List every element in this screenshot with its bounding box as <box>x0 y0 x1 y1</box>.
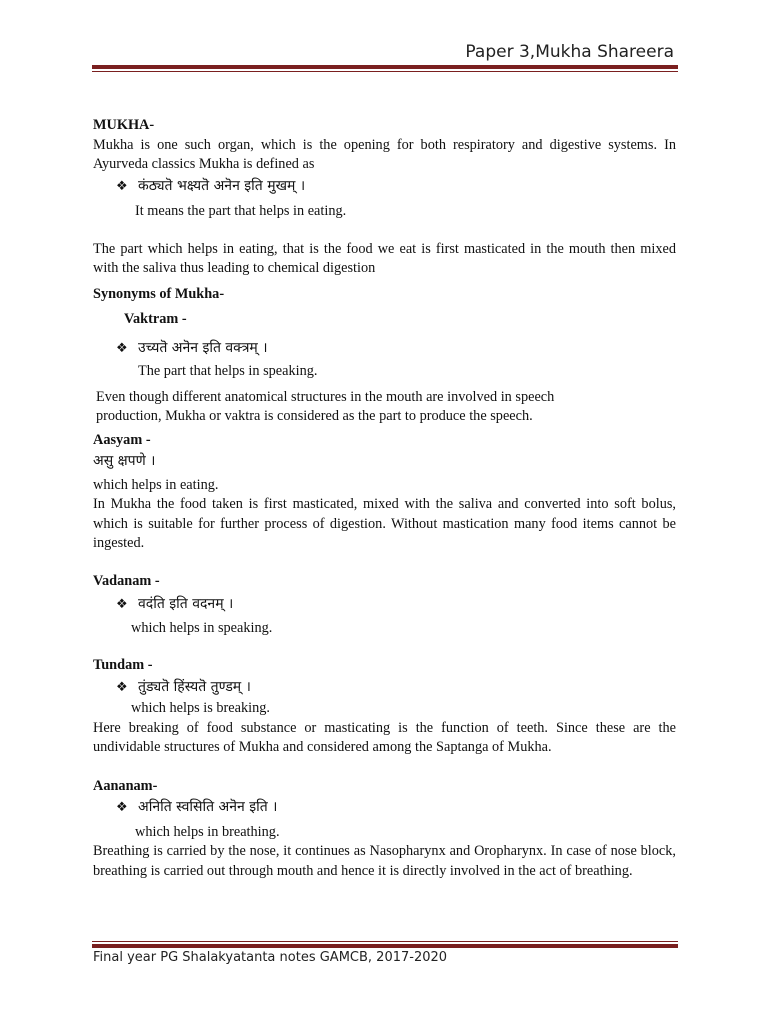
aasyam-paragraph: In Mukha the food taken is first masticated, mixed with the saliva and converted into soft bolus, which is suitable for further process of digestion. Without mastication many food items cannot be ingested. <box>93 496 676 551</box>
synonyms-heading: Synonyms of Mukha- <box>93 285 225 302</box>
vadanam-meaning: which helps in speaking. <box>131 619 273 636</box>
document-body <box>93 116 676 881</box>
aasyam-sanskrit: असु क्षपणे । <box>93 453 156 469</box>
mukha-sanskrit-bullet <box>93 177 676 197</box>
vaktram-paragraph: Even though different anatomical structures in the mouth are involved in speech production, Mukha or vaktra is considered as the part to produce the speech. <box>96 388 555 424</box>
tundam-meaning: which helps is breaking. <box>131 700 270 716</box>
aananam-sanskrit: अनिति स्वसिति अनॆन इति । <box>138 799 278 815</box>
vaktram-sanskrit-bullet <box>93 339 676 359</box>
vadanam-sanskrit-bullet <box>93 595 676 615</box>
mukha-paragraph: The part which helps in eating, that is the food we eat is first masticated in the mouth then mixed with the saliva thus leading to chemical digestion <box>93 240 676 276</box>
vadanam-sanskrit: वदंति इति वदनम् । <box>138 596 234 612</box>
aananam-sanskrit-bullet <box>93 798 676 818</box>
tundam-sanskrit: तुंड्यतॆ हिंस्यतॆ तुण्डम् । <box>138 678 251 695</box>
bullet-icon: ❖ <box>116 800 128 815</box>
footer-rule <box>92 941 678 948</box>
mukha-heading: MUKHA- <box>93 117 155 133</box>
mukha-intro: Mukha is one such organ, which is the opening for both respiratory and digestive systems. In Ayurveda classics Mukha is defined as <box>93 136 676 172</box>
bullet-icon: ❖ <box>116 597 128 612</box>
page-footer: Final year PG Shalakyatanta notes GAMCB, 2017-2020 <box>93 950 448 965</box>
page-header-title: Paper 3,Mukha Shareera <box>465 42 674 62</box>
mukha-sanskrit: कंठ्यतॆ भक्ष्यतॆ अनॆन इति मुखम् । <box>138 177 306 194</box>
vadanam-heading: Vadanam - <box>93 572 160 589</box>
vaktram-heading: Vaktram - <box>124 311 187 327</box>
mukha-meaning: It means the part that helps in eating. <box>135 203 347 219</box>
bullet-icon: ❖ <box>116 679 128 695</box>
aasyam-meaning: which helps in eating. <box>93 476 219 493</box>
tundam-paragraph: Here breaking of food substance or masticating is the function of teeth. Since these are the undividable structures of Mukha and considered among the Saptanga of Mukha. <box>93 719 676 755</box>
aasyam-heading: Aasyam - <box>93 431 151 448</box>
header-rule <box>92 65 678 72</box>
aananam-paragraph: Breathing is carried by the nose, it continues as Nasopharynx and Oropharynx. In case of nose block, breathing is carried out through mouth and hence it is directly involved in the act of breathing. <box>93 843 676 879</box>
aananam-meaning: which helps in breathing. <box>135 823 280 840</box>
tundam-sanskrit-bullet <box>93 678 676 698</box>
vaktram-sanskrit: उच्यतॆ अनॆन इति वक्त्रम् । <box>138 339 268 356</box>
tundam-heading: Tundam - <box>93 657 153 673</box>
bullet-icon: ❖ <box>116 340 128 356</box>
aananam-heading: Aananam- <box>93 777 158 794</box>
bullet-icon: ❖ <box>116 178 128 194</box>
vaktram-meaning: The part that helps in speaking. <box>138 363 318 379</box>
